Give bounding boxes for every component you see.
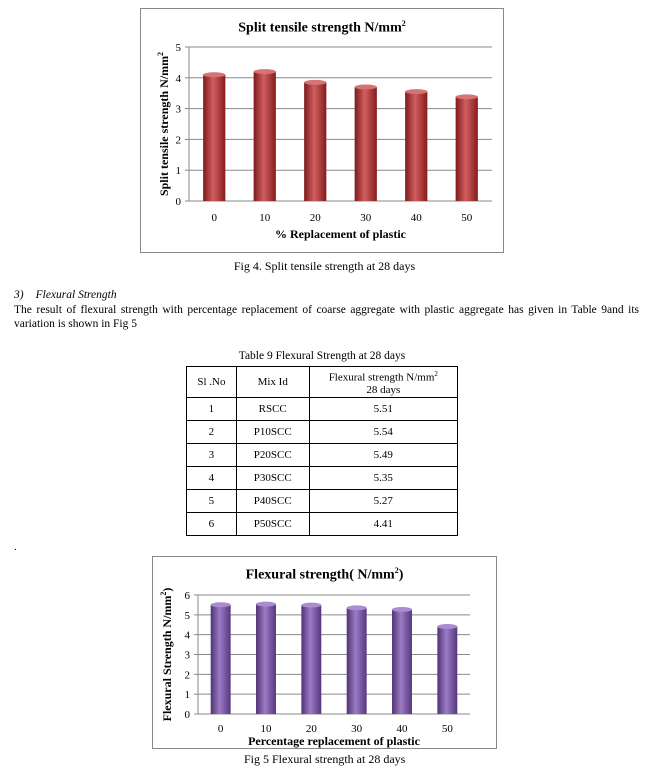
cell-mix: P40SCC — [236, 490, 309, 513]
cell-value: 4.41 — [309, 513, 457, 536]
y-tick-label: 3 — [175, 103, 181, 116]
y-tick-label: 3 — [184, 649, 190, 662]
table-header-row — [187, 367, 458, 398]
bar — [301, 605, 321, 714]
x-tick-label: 30 — [351, 723, 363, 735]
cell-value: 5.35 — [309, 467, 457, 490]
x-tick-label: 50 — [461, 212, 473, 224]
body-paragraph: The result of flexural strength with percentage replacement of coarse aggregate with plastic aggregate has given in Table 9and its variation is shown in Fig 5 — [14, 304, 639, 330]
flexural-chart-title: Flexural strength( $N/mm^2$) — [245, 566, 404, 583]
cell-mix: P50SCC — [236, 513, 309, 536]
bar — [456, 97, 478, 201]
y-tick-label: 0 — [175, 196, 181, 208]
flexural-chart — [153, 557, 496, 748]
bar-cap — [392, 607, 412, 612]
header-flexural-strength: Flexural strength $N/mm^2$ 28 days — [309, 367, 457, 398]
bar-cap — [355, 85, 377, 90]
cell-mix: RSCC — [236, 398, 309, 421]
cell-sl: 6 — [187, 513, 237, 536]
bar — [304, 82, 326, 201]
cell-value: 5.27 — [309, 490, 457, 513]
x-tick-label: 0 — [217, 723, 224, 735]
cell-sl: 5 — [187, 490, 237, 513]
bar-cap — [347, 605, 367, 610]
x-tick-label: 20 — [305, 723, 317, 735]
table-row — [187, 467, 458, 490]
header-mix-id: Mix Id — [236, 367, 309, 398]
x-tick-label: 50 — [441, 723, 453, 735]
cell-sl: 1 — [187, 398, 237, 421]
cell-value: 5.54 — [309, 421, 457, 444]
cell-sl: 2 — [187, 421, 237, 444]
bar — [392, 609, 412, 714]
y-tick-label: 2 — [184, 669, 190, 682]
y-tick-label: 4 — [175, 72, 181, 85]
x-axis-title: % Replacement of plastic — [275, 227, 406, 241]
stray-dot: . — [14, 541, 17, 553]
fig4-caption: Fig 4. Split tensile strength at 28 days — [233, 259, 416, 273]
table-row — [187, 421, 458, 444]
table-row — [187, 490, 458, 513]
cell-sl: 4 — [187, 467, 237, 490]
bar — [254, 72, 276, 201]
cell-value: 5.49 — [309, 444, 457, 467]
bar-cap — [304, 80, 326, 85]
bar — [203, 75, 225, 201]
bar-cap — [203, 72, 225, 77]
x-tick-label: 0 — [211, 212, 217, 224]
y-tick-label: 1 — [175, 165, 181, 178]
bar — [405, 92, 427, 201]
y-tick-label: 5 — [184, 609, 190, 622]
y-tick-label: 1 — [184, 689, 190, 702]
bar-cap — [456, 94, 478, 99]
y-axis-title: Flexural Strength $N/mm^2$) — [159, 587, 174, 722]
bar-cap — [254, 69, 276, 74]
table-row — [187, 444, 458, 467]
bar — [211, 605, 231, 714]
header-sl-no: Sl .No — [187, 367, 237, 398]
bar-cap — [211, 602, 231, 607]
table-row — [187, 398, 458, 421]
split-tensile-chart-title: Split tensile strength $N/mm^2$ — [238, 19, 406, 36]
x-tick-label: 40 — [396, 723, 408, 735]
x-tick-label: 30 — [360, 212, 372, 224]
table-title: Table 9 Flexural Strength at 28 days — [238, 350, 406, 362]
bar — [437, 627, 457, 714]
section-number: 3) — [14, 289, 24, 301]
flexural-chart-frame — [152, 556, 497, 749]
bar-cap — [256, 602, 276, 607]
bar-cap — [301, 603, 321, 608]
bar — [347, 608, 367, 714]
x-tick-label: 10 — [260, 723, 272, 735]
table-row — [187, 513, 458, 536]
split-tensile-chart — [141, 9, 503, 252]
bar — [256, 604, 276, 714]
cell-mix: P20SCC — [236, 444, 309, 467]
cell-mix: P30SCC — [236, 467, 309, 490]
section-title: Flexural Strength — [35, 289, 117, 301]
split-tensile-chart-frame — [140, 8, 504, 253]
cell-sl: 3 — [187, 444, 237, 467]
x-tick-label: 40 — [410, 212, 422, 224]
y-tick-label: 6 — [184, 590, 190, 602]
bar-cap — [437, 624, 457, 629]
fig5-caption: Fig 5 Flexural strength at 28 days — [244, 752, 406, 766]
cell-mix: P10SCC — [236, 421, 309, 444]
y-tick-label: 5 — [175, 42, 181, 54]
cell-value: 5.51 — [309, 398, 457, 421]
section-heading — [14, 289, 117, 301]
x-tick-label: 10 — [259, 212, 271, 224]
x-tick-label: 20 — [309, 212, 321, 224]
y-tick-label: 0 — [184, 709, 190, 721]
x-axis-title: Percentage replacement of plastic — [248, 734, 420, 748]
y-tick-label: 2 — [175, 134, 181, 147]
bar — [355, 87, 377, 201]
y-axis-title: Split tensile strength $N/mm^2$ — [156, 51, 171, 197]
y-tick-label: 4 — [184, 629, 190, 642]
bar-cap — [405, 89, 427, 94]
flexural-strength-table — [186, 366, 458, 536]
